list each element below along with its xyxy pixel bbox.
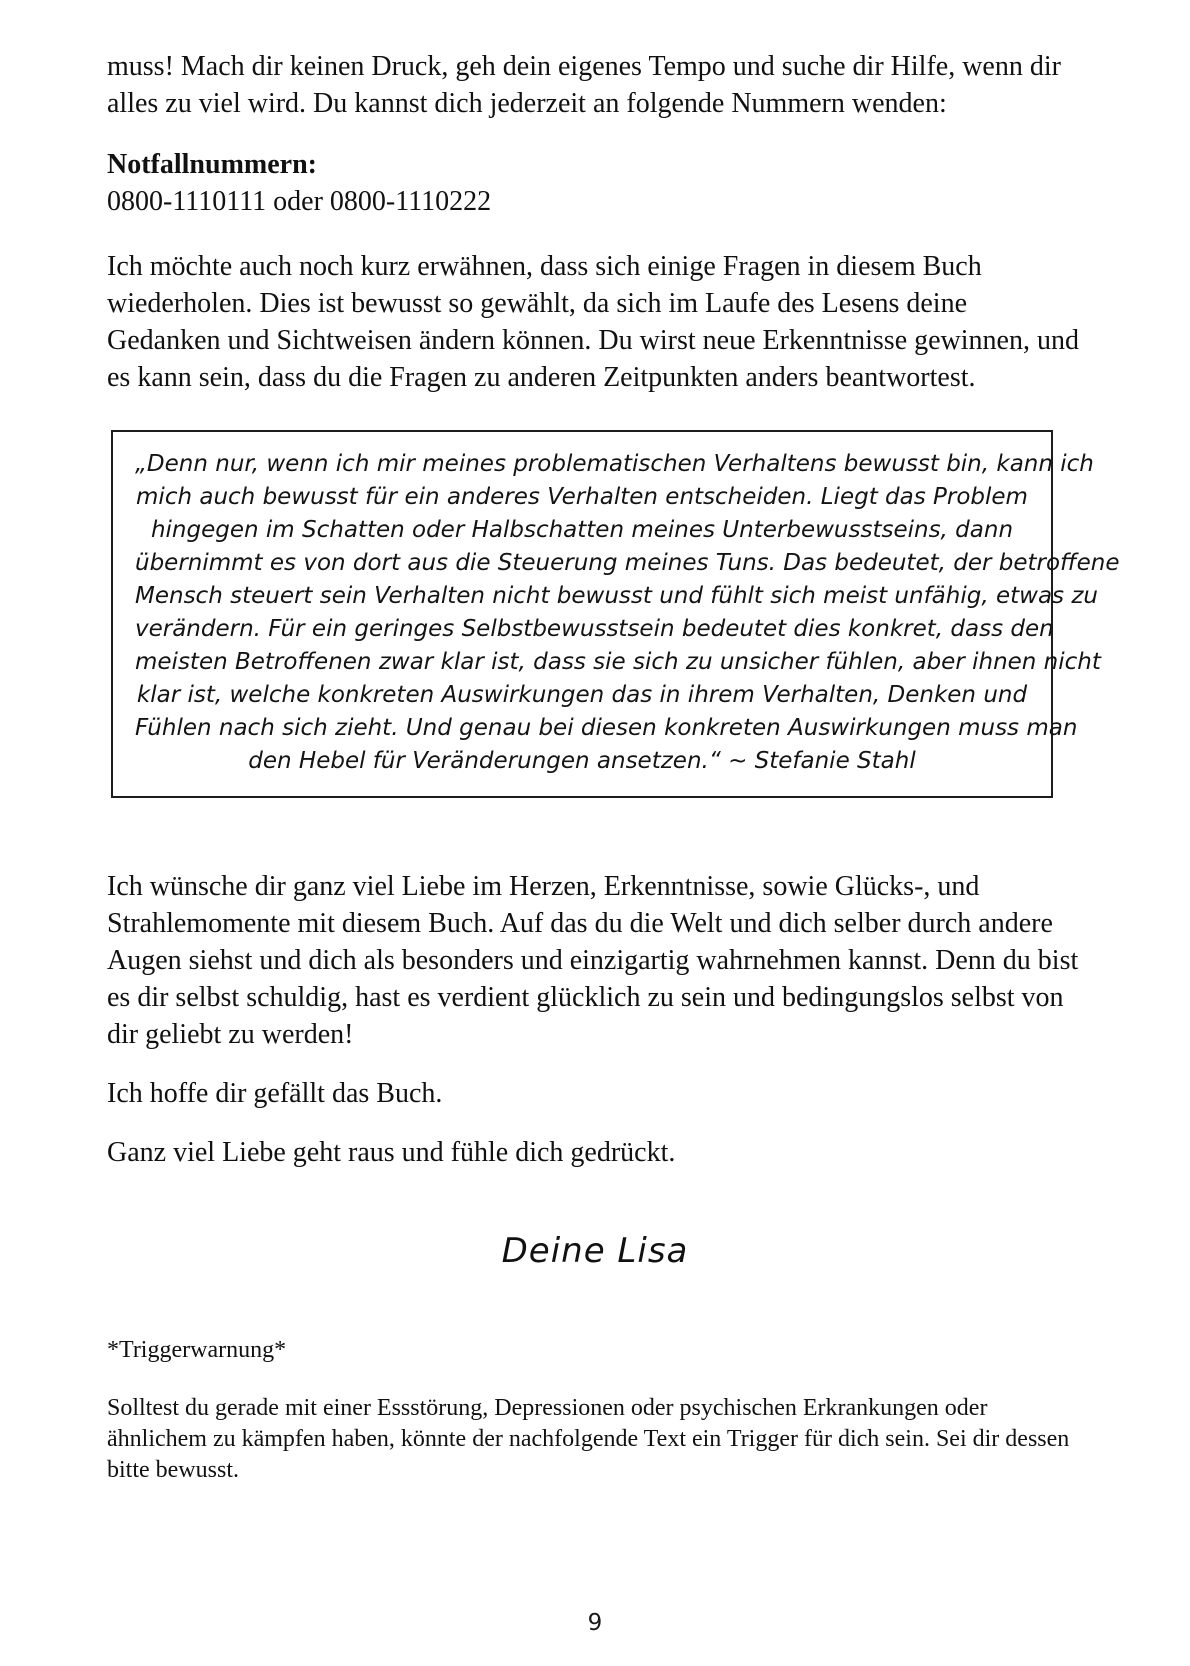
quote-line: mich auch bewusst für ein anderes Verhalten entscheiden. Liegt das Problem	[136, 484, 1028, 510]
emergency-numbers-block	[107, 146, 1086, 220]
quote-line: Fühlen nach sich zieht. Und genau bei diesen konkreten Auswirkungen muss man	[135, 715, 1078, 741]
trigger-warning-body: Solltest du gerade mit einer Essstörung, Depressionen oder psychischen Erkrankungen oder ähnlichem zu kämpfen haben, könnte der nachfolgende Text ein Trigger für dich sein. Sei dir dessen bitte bewusst.	[107, 1395, 1070, 1483]
trigger-warning-title: *Triggerwarnung*	[107, 1337, 287, 1363]
quote-line: meisten Betroffenen zwar klar ist, dass sie sich zu unsicher fühlen, aber ihnen nicht	[135, 649, 1101, 675]
page-number: 9	[587, 1610, 603, 1636]
emergency-phone-numbers: 0800-1110111 oder 0800-1110222	[107, 186, 492, 217]
hope-line: Ich hoffe dir gefällt das Buch.	[107, 1078, 443, 1109]
love-line: Ganz viel Liebe geht raus und fühle dich gedrückt.	[107, 1137, 676, 1168]
quote-line: verändern. Für ein geringes Selbstbewusstsein bedeutet dies konkret, dass den	[135, 616, 1054, 642]
note-paragraph: Ich möchte auch noch kurz erwähnen, dass sich einige Fragen in diesem Buch wiederholen. Dies ist bewusst so gewählt, da sich im Laufe des Lesens deine Gedanken und Sichtweisen ändern können. Du wirst neue Erkenntnisse gewinnen, und es kann sein, dass du die Fragen zu anderen Zeitpunkten anders beantwortest.	[107, 251, 1079, 393]
author-signature: Deine Lisa	[501, 1231, 689, 1271]
emergency-heading: Notfallnummern:	[107, 149, 317, 180]
quote-line: klar ist, welche konkreten Auswirkungen das in ihrem Verhalten, Denken und	[136, 682, 1028, 708]
quote-box	[111, 430, 1120, 798]
quote-line-attribution: den Hebel für Veränderungen ansetzen.“ ~ Stefanie Stahl	[248, 748, 916, 774]
quote-line: hingegen im Schatten oder Halbschatten meines Unterbewusstseins, dann	[150, 517, 1014, 543]
quote-line: übernimmt es von dort aus die Steuerung meines Tuns. Das bedeutet, der betroffene	[135, 550, 1120, 576]
quote-line: Mensch steuert sein Verhalten nicht bewusst und fühlt sich meist unfähig, etwas zu	[135, 583, 1098, 609]
intro-paragraph: muss! Mach dir keinen Druck, geh dein eigenes Tempo und suche dir Hilfe, wenn dir alles zu viel wird. Du kannst dich jederzeit an folgende Nummern wenden:	[107, 51, 1061, 119]
quote-line: „Denn nur, wenn ich mir meines problematischen Verhaltens bewusst bin, kann ich	[135, 451, 1094, 477]
wish-paragraph: Ich wünsche dir ganz viel Liebe im Herzen, Erkenntnisse, sowie Glücks-, und Strahlemomente mit diesem Buch. Auf das du die Welt und dich selber durch andere Augen siehst und dich als besonders und einzigartig wahrnehmen kannst. Denn du bist es dir selbst schuldig, hast es verdient glücklich zu sein und bedingungslos selbst von dir geliebt zu werden!	[107, 871, 1079, 1050]
